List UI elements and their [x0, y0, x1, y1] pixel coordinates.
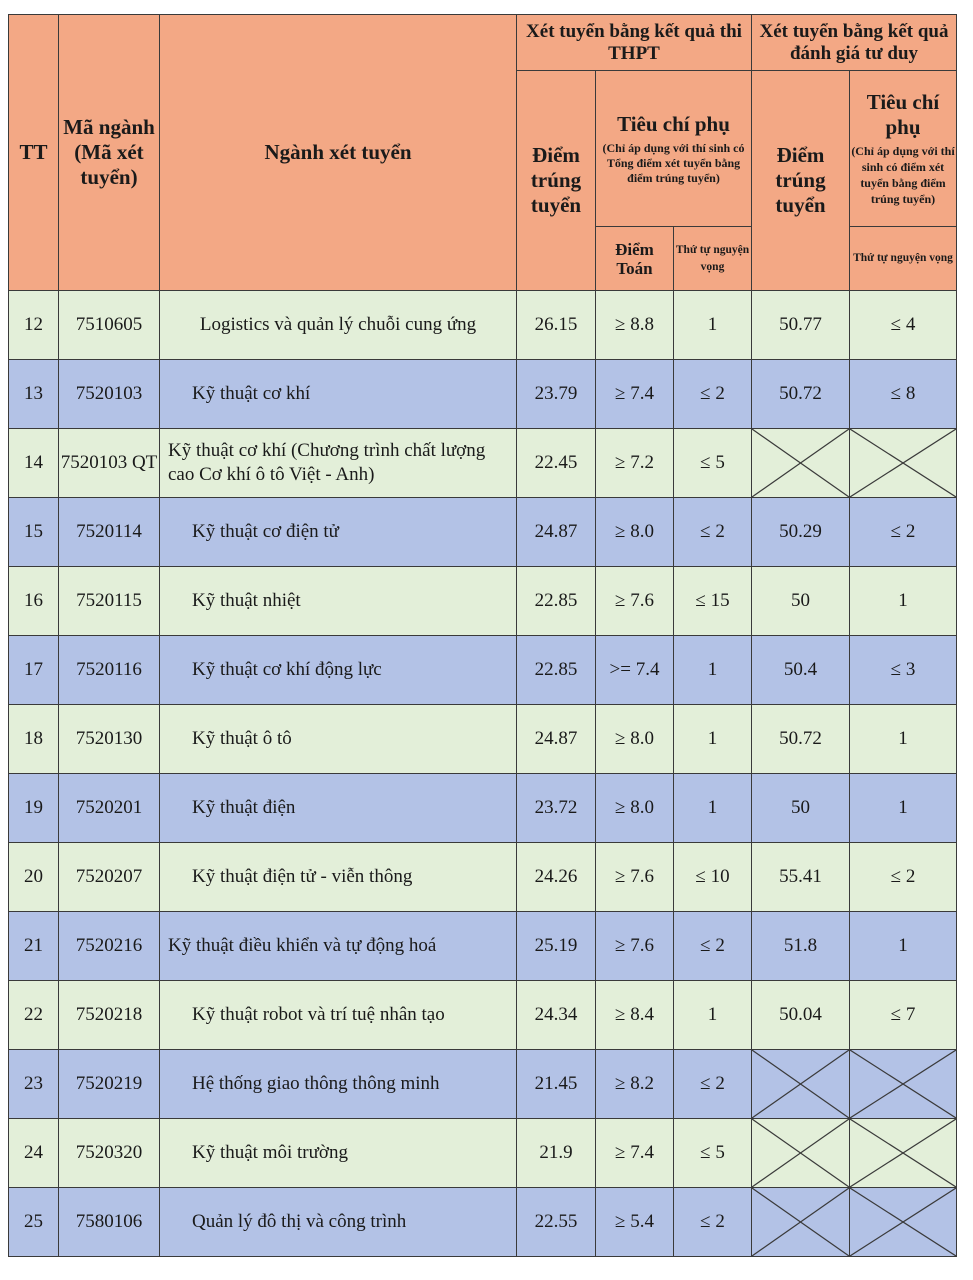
row-name: Kỹ thuật môi trường [160, 1119, 517, 1188]
header-thpt-diem-trung-tuyen: Điểm trúng tuyển [517, 71, 596, 291]
row-code: 7520320 [59, 1119, 160, 1188]
crossed-out-cell-icon [752, 1119, 849, 1187]
row-dgtd-score [752, 1119, 850, 1188]
row-code: 7520207 [59, 843, 160, 912]
crossed-out-cell-icon [752, 1188, 849, 1256]
row-thpt-score: 24.26 [517, 843, 596, 912]
row-thpt-priority: ≤ 10 [674, 843, 752, 912]
row-math-criterion: ≥ 8.4 [596, 981, 674, 1050]
table-row [9, 291, 957, 360]
row-name: Kỹ thuật robot và trí tuệ nhân tạo [160, 981, 517, 1050]
table-row [9, 912, 957, 981]
row-name: Kỹ thuật cơ khí [160, 360, 517, 429]
header-thpt-group: Xét tuyển bằng kết quả thi THPT [517, 15, 752, 71]
row-dgtd-priority: 1 [850, 774, 957, 843]
row-tt: 24 [9, 1119, 59, 1188]
header-thu-tu-nv-thpt: Thứ tự nguyện vọng [674, 227, 752, 291]
row-dgtd-priority: ≤ 2 [850, 843, 957, 912]
row-math-criterion: ≥ 7.6 [596, 567, 674, 636]
table-row [9, 843, 957, 912]
row-tt: 19 [9, 774, 59, 843]
row-math-criterion: ≥ 7.6 [596, 843, 674, 912]
row-math-criterion: ≥ 8.0 [596, 774, 674, 843]
row-dgtd-priority: 1 [850, 705, 957, 774]
row-thpt-score: 21.9 [517, 1119, 596, 1188]
row-thpt-score: 22.55 [517, 1188, 596, 1257]
row-dgtd-score [752, 1188, 850, 1257]
row-math-criterion: ≥ 7.2 [596, 429, 674, 498]
tieu-chi-phu-note-dgtd: (Chỉ áp dụng với thí sinh có điểm xét tuyển bằng điểm trúng tuyển) [851, 144, 955, 206]
crossed-out-cell-icon [850, 1050, 956, 1118]
row-thpt-priority: 1 [674, 291, 752, 360]
row-thpt-priority: ≤ 2 [674, 360, 752, 429]
crossed-out-cell-icon [752, 429, 849, 497]
row-thpt-score: 24.87 [517, 498, 596, 567]
row-dgtd-score: 50.29 [752, 498, 850, 567]
row-thpt-priority: ≤ 2 [674, 1188, 752, 1257]
table-row [9, 636, 957, 705]
row-tt: 18 [9, 705, 59, 774]
row-dgtd-score: 50.04 [752, 981, 850, 1050]
row-thpt-score: 24.34 [517, 981, 596, 1050]
row-thpt-priority: 1 [674, 774, 752, 843]
row-name: Kỹ thuật ô tô [160, 705, 517, 774]
row-dgtd-priority: 1 [850, 567, 957, 636]
table-row [9, 774, 957, 843]
header-dgtd-group: Xét tuyển bằng kết quả đánh giá tư duy [752, 15, 957, 71]
row-thpt-score: 22.85 [517, 567, 596, 636]
row-dgtd-score: 50 [752, 774, 850, 843]
row-dgtd-priority [850, 429, 957, 498]
row-tt: 25 [9, 1188, 59, 1257]
row-dgtd-score: 50.77 [752, 291, 850, 360]
row-code: 7520116 [59, 636, 160, 705]
row-code: 7520218 [59, 981, 160, 1050]
row-name: Hệ thống giao thông thông minh [160, 1050, 517, 1119]
crossed-out-cell-icon [850, 429, 956, 497]
row-thpt-score: 26.15 [517, 291, 596, 360]
header-thu-tu-nv-dgtd: Thứ tự nguyện vọng [850, 227, 957, 291]
row-tt: 12 [9, 291, 59, 360]
header-diem-toan: Điểm Toán [596, 227, 674, 291]
row-dgtd-score: 50.4 [752, 636, 850, 705]
header-dgtd-diem-trung-tuyen: Điểm trúng tuyển [752, 71, 850, 291]
row-tt: 22 [9, 981, 59, 1050]
row-thpt-priority: ≤ 2 [674, 1050, 752, 1119]
row-thpt-score: 21.45 [517, 1050, 596, 1119]
row-name: Kỹ thuật điều khiển và tự động hoá [160, 912, 517, 981]
row-thpt-priority: ≤ 2 [674, 498, 752, 567]
row-thpt-priority: ≤ 2 [674, 912, 752, 981]
row-code: 7520114 [59, 498, 160, 567]
row-thpt-score: 23.79 [517, 360, 596, 429]
row-code: 7520115 [59, 567, 160, 636]
table-row [9, 429, 957, 498]
row-dgtd-priority: ≤ 3 [850, 636, 957, 705]
row-thpt-score: 24.87 [517, 705, 596, 774]
row-math-criterion: ≥ 5.4 [596, 1188, 674, 1257]
row-math-criterion: ≥ 8.8 [596, 291, 674, 360]
row-name: Logistics và quản lý chuỗi cung ứng [160, 291, 517, 360]
row-math-criterion: ≥ 7.4 [596, 360, 674, 429]
row-dgtd-priority [850, 1188, 957, 1257]
header-ma-nganh: Mã ngành (Mã xét tuyển) [59, 15, 160, 291]
table-row [9, 1050, 957, 1119]
row-tt: 20 [9, 843, 59, 912]
table-row [9, 360, 957, 429]
row-name: Quản lý đô thị và công trình [160, 1188, 517, 1257]
row-math-criterion: ≥ 7.6 [596, 912, 674, 981]
row-thpt-priority: 1 [674, 636, 752, 705]
row-name: Kỹ thuật cơ khí (Chương trình chất lượng cao Cơ khí ô tô Việt - Anh) [160, 429, 517, 498]
row-dgtd-priority: 1 [850, 912, 957, 981]
table-row [9, 567, 957, 636]
row-thpt-priority: 1 [674, 705, 752, 774]
admission-scores-table [8, 14, 957, 1257]
row-dgtd-priority [850, 1119, 957, 1188]
row-name: Kỹ thuật điện [160, 774, 517, 843]
row-tt: 21 [9, 912, 59, 981]
row-name: Kỹ thuật cơ điện tử [160, 498, 517, 567]
row-tt: 13 [9, 360, 59, 429]
row-thpt-score: 23.72 [517, 774, 596, 843]
row-dgtd-priority: ≤ 2 [850, 498, 957, 567]
row-dgtd-score: 50.72 [752, 360, 850, 429]
row-tt: 14 [9, 429, 59, 498]
header-dgtd-tieu-chi-phu [850, 71, 957, 227]
crossed-out-cell-icon [850, 1119, 956, 1187]
row-thpt-score: 22.85 [517, 636, 596, 705]
row-code: 7520216 [59, 912, 160, 981]
row-dgtd-priority: ≤ 4 [850, 291, 957, 360]
row-code: 7520130 [59, 705, 160, 774]
row-thpt-priority: ≤ 5 [674, 1119, 752, 1188]
row-math-criterion: ≥ 7.4 [596, 1119, 674, 1188]
row-tt: 17 [9, 636, 59, 705]
row-dgtd-score [752, 429, 850, 498]
row-thpt-score: 25.19 [517, 912, 596, 981]
table-row [9, 1119, 957, 1188]
row-math-criterion: ≥ 8.2 [596, 1050, 674, 1119]
table-body [9, 291, 957, 1257]
row-thpt-score: 22.45 [517, 429, 596, 498]
row-code: 7520103 [59, 360, 160, 429]
tieu-chi-phu-title: Tiêu chí phụ [617, 111, 730, 136]
row-dgtd-score: 55.41 [752, 843, 850, 912]
row-dgtd-score: 50.72 [752, 705, 850, 774]
row-math-criterion: >= 7.4 [596, 636, 674, 705]
row-thpt-priority: ≤ 15 [674, 567, 752, 636]
row-math-criterion: ≥ 8.0 [596, 705, 674, 774]
row-math-criterion: ≥ 8.0 [596, 498, 674, 567]
table-row [9, 705, 957, 774]
tieu-chi-phu-title-dgtd: Tiêu chí phụ [866, 90, 940, 139]
header-nganh: Ngành xét tuyển [160, 15, 517, 291]
header-tt: TT [9, 15, 59, 291]
row-dgtd-priority [850, 1050, 957, 1119]
row-tt: 16 [9, 567, 59, 636]
row-code: 7510605 [59, 291, 160, 360]
crossed-out-cell-icon [850, 1188, 956, 1256]
row-dgtd-score: 50 [752, 567, 850, 636]
table-row [9, 981, 957, 1050]
row-dgtd-score: 51.8 [752, 912, 850, 981]
row-dgtd-priority: ≤ 8 [850, 360, 957, 429]
row-thpt-priority: 1 [674, 981, 752, 1050]
row-tt: 15 [9, 498, 59, 567]
row-code: 7520201 [59, 774, 160, 843]
row-dgtd-priority: ≤ 7 [850, 981, 957, 1050]
row-tt: 23 [9, 1050, 59, 1119]
row-dgtd-score [752, 1050, 850, 1119]
row-thpt-priority: ≤ 5 [674, 429, 752, 498]
table-row [9, 1188, 957, 1257]
row-name: Kỹ thuật nhiệt [160, 567, 517, 636]
crossed-out-cell-icon [752, 1050, 849, 1118]
row-code: 7520103 QT [59, 429, 160, 498]
row-name: Kỹ thuật cơ khí động lực [160, 636, 517, 705]
row-code: 7520219 [59, 1050, 160, 1119]
table-row [9, 498, 957, 567]
row-name: Kỹ thuật điện tử - viễn thông [160, 843, 517, 912]
tieu-chi-phu-note-thpt: (Chỉ áp dụng với thí sinh có Tổng điểm xét tuyển bằng điểm trúng tuyển) [602, 140, 745, 185]
row-code: 7580106 [59, 1188, 160, 1257]
header-thpt-tieu-chi-phu [596, 71, 752, 227]
